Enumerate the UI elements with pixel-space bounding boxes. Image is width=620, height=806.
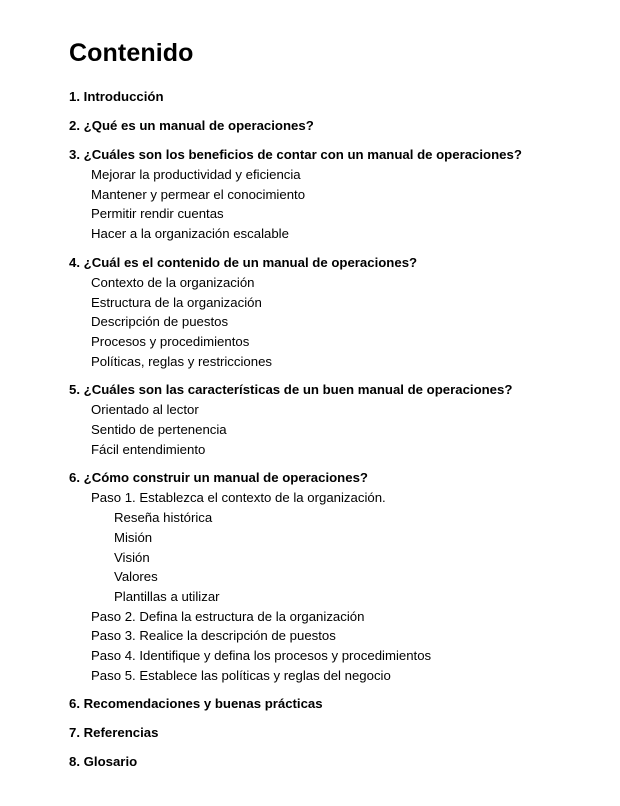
- toc-subitem: Orientado al lector: [91, 402, 199, 418]
- toc-section: [69, 468, 580, 685]
- toc-subitem: Políticas, reglas y restricciones: [91, 353, 273, 369]
- toc-section: [69, 253, 580, 372]
- toc-section-heading: 3. ¿Cuáles son los beneficios de contar con un manual de operaciones?: [69, 147, 522, 162]
- toc-section-heading: 1. Introducción: [69, 89, 164, 104]
- toc-subsubitem: Plantillas a utilizar: [114, 588, 220, 604]
- toc-subitem: Paso 2. Defina la estructura de la organización: [91, 608, 365, 624]
- toc-subsubitem: Reseña histórica: [114, 510, 213, 526]
- toc-subitem: Hacer a la organización escalable: [91, 226, 289, 242]
- toc-subitem: Paso 3. Realice la descripción de puestos: [91, 628, 336, 644]
- toc-subitem: Mejorar la productividad y eficiencia: [91, 167, 301, 182]
- toc-subitem: Estructura de la organización: [91, 294, 262, 310]
- toc-subitem: Fácil entendimiento: [91, 441, 206, 457]
- table-of-contents: [69, 87, 580, 772]
- toc-subitem: Descripción de puestos: [91, 314, 229, 330]
- toc-section-heading: 8. Glosario: [69, 754, 138, 770]
- toc-section-heading: 5. ¿Cuáles son las características de un buen manual de operaciones?: [69, 382, 513, 398]
- page-title: Contenido: [69, 39, 194, 67]
- toc-subsubitem: Misión: [114, 529, 153, 545]
- toc-subitem: Permitir rendir cuentas: [91, 206, 224, 222]
- toc-section: [69, 87, 580, 107]
- toc-section: [69, 694, 580, 714]
- toc-subitem: Paso 5. Establece las políticas y reglas del negocio: [91, 667, 391, 683]
- toc-section: [69, 723, 580, 743]
- toc-section-heading: 6. ¿Cómo construir un manual de operaciones?: [69, 470, 368, 486]
- toc-subsubitem: Valores: [114, 569, 158, 585]
- toc-section: [69, 116, 580, 136]
- toc-section-heading: 2. ¿Qué es un manual de operaciones?: [69, 118, 314, 133]
- toc-subitem: Sentido de pertenencia: [91, 422, 227, 438]
- toc-section-heading: 4. ¿Cuál es el contenido de un manual de operaciones?: [69, 254, 418, 270]
- toc-subitem: Mantener y permear el conocimiento: [91, 186, 306, 202]
- toc-subitem: Contexto de la organización: [91, 274, 255, 290]
- toc-section: [69, 145, 580, 244]
- toc-subitem: Paso 4. Identifique y defina los procesos y procedimientos: [91, 648, 432, 664]
- toc-subitem: Procesos y procedimientos: [91, 333, 250, 349]
- toc-section: [69, 752, 580, 772]
- toc-section-heading: 6. Recomendaciones y buenas prácticas: [69, 696, 323, 712]
- toc-section-heading: 7. Referencias: [69, 725, 159, 741]
- toc-subitem: Paso 1. Establezca el contexto de la organización.: [91, 490, 386, 506]
- toc-subsubitem: Visión: [114, 549, 150, 565]
- toc-section: [69, 380, 580, 459]
